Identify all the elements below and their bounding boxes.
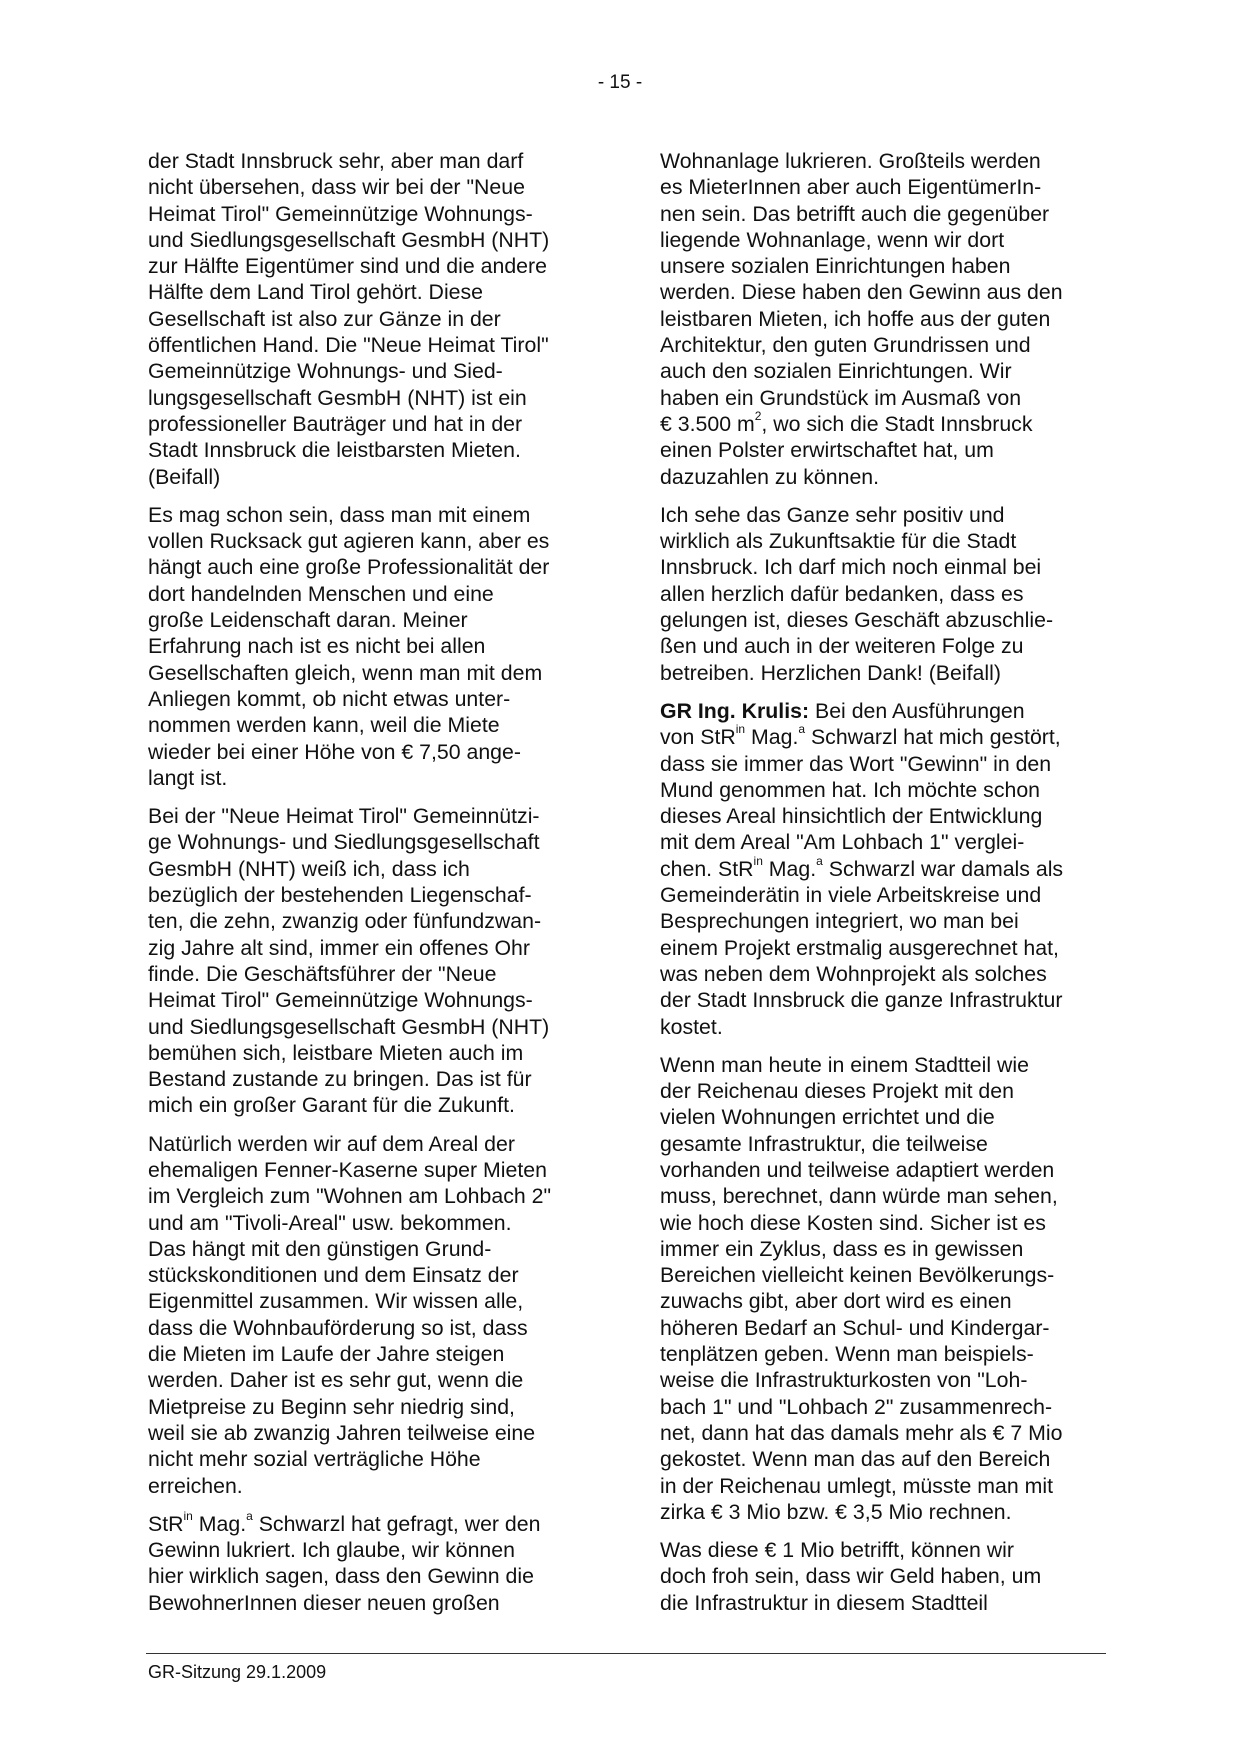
text-line: Gemeinderätin in viele Arbeitskreise und (660, 883, 1042, 908)
text-line: Innsbruck. Ich darf mich noch einmal bei (660, 555, 1042, 580)
text-line: wirklich als Zukunftsaktie für die Stadt (660, 529, 1017, 554)
text-line: Es mag schon sein, dass man mit einem (148, 502, 531, 527)
text-line: Gemeinnützige Wohnungs- und Sied- (148, 359, 503, 384)
page-number: - 15 - (597, 72, 643, 93)
text-line: Bei der "Neue Heimat Tirol" Gemeinnützi- (148, 804, 540, 829)
text-line: BewohnerInnen dieser neuen großen (148, 1590, 500, 1615)
text-line: vorhanden und teilweise adaptiert werden (660, 1157, 1055, 1182)
text-line: erreichen. (148, 1473, 243, 1498)
text-segment: StR (148, 1511, 184, 1536)
text-line: wie hoch diese Kosten sind. Sicher ist es (660, 1210, 1046, 1235)
text-line: einen Polster erwirtschaftet hat, um (660, 438, 994, 463)
text-line (660, 724, 1100, 750)
text-line: Bestand zustande zu bringen. Das ist für (148, 1067, 532, 1092)
text-line: die Mieten im Laufe der Jahre steigen (148, 1342, 505, 1367)
text-line: haben ein Grundstück im Ausmaß von (660, 385, 1022, 410)
speaker-name: GR Ing. Krulis: (660, 698, 810, 723)
text-line: und Siedlungsgesellschaft GesmbH (NHT) (148, 227, 550, 252)
text-line: Anliegen kommt, ob nicht etwas unter- (148, 686, 511, 711)
text-line: allen herzlich dafür bedanken, dass es (660, 581, 1024, 606)
text-line: öffentlichen Hand. Die "Neue Heimat Tirol" (148, 333, 549, 358)
text-line (660, 408, 1100, 437)
text-line (660, 853, 1100, 882)
text-line: die Infrastruktur in diesem Stadtteil (660, 1590, 988, 1615)
text-line: nommen werden kann, weil die Miete (148, 713, 500, 738)
text-segment: , wo sich die Stadt Innsbruck (761, 411, 1033, 436)
text-segment: Mag. (745, 725, 799, 750)
text-line: Wohnanlage lukrieren. Großteils werden (660, 149, 1041, 173)
text-line: dazuzahlen zu können. (660, 464, 880, 489)
text-segment: Schwarzl war damals als (822, 856, 1064, 881)
text-line: einem Projekt erstmalig ausgerechnet hat, (660, 935, 1059, 960)
text-line: in der Reichenau umlegt, müsste man mit (660, 1473, 1053, 1498)
text-segment: Schwarzl hat gefragt, wer den (252, 1511, 541, 1536)
text-line: der Reichenau dieses Projekt mit den (660, 1079, 1014, 1104)
text-line: weise die Infrastrukturkosten von "Loh- (660, 1368, 1028, 1393)
text-line: gelungen ist, dieses Geschäft abzuschlie- (660, 608, 1054, 633)
text-line: vollen Rucksack gut agieren kann, aber es (148, 529, 550, 554)
superscript: 2 (754, 408, 762, 423)
paragraph (148, 148, 588, 490)
text-line: unsere sozialen Einrichtungen haben (660, 254, 1011, 279)
text-segment: Schwarzl hat mich gestört, (805, 725, 1061, 750)
text-line: Natürlich werden wir auf dem Areal der (148, 1131, 515, 1156)
text-line: und am "Tivoli-Areal" usw. bekommen. (148, 1210, 512, 1235)
paragraph (660, 1052, 1100, 1525)
text-line: Ich sehe das Ganze sehr positiv und (660, 502, 1005, 527)
text-line: der Stadt Innsbruck sehr, aber man darf (148, 149, 524, 173)
text-line: zuwachs gibt, aber dort wird es einen (660, 1289, 1012, 1314)
text-line: hier wirklich sagen, dass den Gewinn die (148, 1564, 534, 1589)
text-line (148, 1508, 588, 1537)
text-line: zur Hälfte Eigentümer sind und die andere (148, 254, 547, 279)
text-line: doch froh sein, dass wir Geld haben, um (660, 1564, 1042, 1589)
text-segment: Mag. (192, 1511, 247, 1536)
text-line: Bereichen vielleicht keinen Bevölkerungs- (660, 1263, 1055, 1288)
text-line: dort handelnden Menschen und eine (148, 581, 494, 606)
text-line: dass sie immer das Wort "Gewinn" in den (660, 751, 1052, 776)
text-line: ge Wohnungs- und Siedlungsgesellschaft (148, 830, 540, 855)
text-line: Mund genommen hat. Ich möchte schon (660, 777, 1041, 802)
text-line: und Siedlungsgesellschaft GesmbH (NHT) (148, 1014, 550, 1039)
text-line: lungsgesellschaft GesmbH (NHT) ist ein (148, 385, 527, 410)
text-line: langt ist. (148, 765, 228, 790)
text-line: ehemaligen Fenner-Kaserne super Mieten (148, 1157, 547, 1182)
text-line: ten, die zehn, zwanzig oder fünfundzwan- (148, 909, 542, 934)
text-line: Gesellschaft ist also zur Gänze in der (148, 306, 501, 331)
text-line: professioneller Bauträger und hat in der (148, 411, 523, 436)
text-line: bezüglich der bestehenden Liegenschaf- (148, 883, 532, 908)
superscript: in (183, 1508, 193, 1523)
superscript: a (816, 853, 823, 868)
paragraph (660, 148, 1100, 490)
text-line: höheren Bedarf an Schul- und Kindergar- (660, 1315, 1050, 1340)
paragraph (148, 1508, 588, 1616)
text-line: Wenn man heute in einem Stadtteil wie (660, 1052, 1029, 1077)
text-line: Gesellschaften gleich, wenn man mit dem (148, 660, 543, 685)
paragraph (148, 502, 588, 791)
text-line: tenplätzen geben. Wenn man beispiels- (660, 1342, 1034, 1367)
text-line: Stadt Innsbruck die leistbarsten Mieten. (148, 438, 521, 463)
text-line: zirka € 3 Mio bzw. € 3,5 Mio rechnen. (660, 1499, 1012, 1524)
text-line: bach 1" und "Lohbach 2" zusammenrech- (660, 1394, 1053, 1419)
paragraph (660, 698, 1100, 1040)
text-line: Eigenmittel zusammen. Wir wissen alle, (148, 1289, 524, 1314)
text-line: dieses Areal hinsichtlich der Entwicklung (660, 804, 1043, 829)
text-line: im Vergleich zum "Wohnen am Lohbach 2" (148, 1184, 552, 1209)
superscript: in (735, 722, 746, 737)
text-segment: Mag. (762, 856, 817, 881)
superscript: a (798, 722, 806, 737)
text-line: ßen und auch in der weiteren Folge zu (660, 634, 1024, 659)
text-line: leistbaren Mieten, ich hoffe aus der guten (660, 306, 1051, 331)
text-line: der Stadt Innsbruck die ganze Infrastruktur (660, 988, 1063, 1013)
text-line: Das hängt mit den günstigen Grund- (148, 1236, 492, 1261)
text-line: gekostet. Wenn man das auf den Bereich (660, 1447, 1051, 1472)
text-line: es MieterInnen aber auch EigentümerIn- (660, 175, 1042, 200)
text-line (660, 698, 1100, 724)
text-line: Architektur, den guten Grundrissen und (660, 333, 1031, 358)
text-line: werden. Daher ist es sehr gut, wenn die (148, 1368, 524, 1393)
text-line: nen sein. Das betrifft auch die gegenüber (660, 201, 1050, 226)
text-segment: Bei den Ausführungen (809, 698, 1025, 723)
text-line: auch den sozialen Einrichtungen. Wir (660, 359, 1012, 384)
text-line: muss, berechnet, dann würde man sehen, (660, 1184, 1058, 1209)
text-line: finde. Die Geschäftsführer der "Neue (148, 961, 497, 986)
text-line: mit dem Areal "Am Lohbach 1" verglei- (660, 830, 1025, 855)
text-line: was neben dem Wohnprojekt als solches (660, 961, 1047, 986)
text-line: große Leidenschaft daran. Meiner (148, 608, 468, 633)
footer-session-date: GR-Sitzung 29.1.2009 (148, 1662, 327, 1682)
text-line: werden. Diese haben den Gewinn aus den (660, 280, 1063, 305)
text-line: Besprechungen integriert, wo man bei (660, 909, 1019, 934)
text-line: Gewinn lukriert. Ich glaube, wir können (148, 1538, 515, 1563)
text-segment: chen. StR (660, 856, 754, 881)
text-line: vielen Wohnungen errichtet und die (660, 1105, 995, 1130)
text-line: dass die Wohnbauförderung so ist, dass (148, 1315, 528, 1340)
text-line: immer ein Zyklus, dass es in gewissen (660, 1236, 1024, 1261)
text-line: weil sie ab zwanzig Jahren teilweise eine (148, 1420, 536, 1445)
paragraph (660, 1537, 1100, 1616)
footer-divider (146, 1653, 1106, 1654)
left-text-column (148, 148, 588, 1628)
text-line: zig Jahre alt sind, immer ein offenes Ohr (148, 935, 530, 960)
text-line: net, dann hat das damals mehr als € 7 Mio (660, 1420, 1063, 1445)
paragraph (148, 803, 588, 1119)
right-text-column (660, 148, 1100, 1628)
text-line: (Beifall) (148, 464, 221, 489)
text-line: Erfahrung nach ist es nicht bei allen (148, 634, 486, 659)
text-line: hängt auch eine große Professionalität der (148, 555, 550, 580)
text-line: wieder bei einer Höhe von € 7,50 ange- (148, 739, 521, 764)
superscript: in (753, 853, 763, 868)
text-line: Was diese € 1 Mio betrifft, können wir (660, 1538, 1014, 1563)
paragraph (148, 1131, 588, 1499)
text-line: betreiben. Herzlichen Dank! (Beifall) (660, 660, 1001, 685)
paragraph (660, 502, 1100, 686)
text-line: Heimat Tirol" Gemeinnützige Wohnungs- (148, 201, 533, 226)
text-line: GesmbH (NHT) weiß ich, dass ich (148, 856, 470, 881)
text-line: gesamte Infrastruktur, die teilweise (660, 1131, 988, 1156)
text-line: liegende Wohnanlage, wenn wir dort (660, 227, 1005, 252)
text-line: Hälfte dem Land Tirol gehört. Diese (148, 280, 484, 305)
superscript: a (246, 1508, 253, 1523)
text-line: Heimat Tirol" Gemeinnützige Wohnungs- (148, 988, 533, 1013)
text-line: mich ein großer Garant für die Zukunft. (148, 1093, 515, 1118)
text-line: bemühen sich, leistbare Mieten auch im (148, 1040, 524, 1065)
text-line: stückskonditionen und dem Einsatz der (148, 1263, 519, 1288)
text-line: kostet. (660, 1014, 723, 1039)
text-segment: von StR (660, 725, 736, 750)
text-line: Mietpreise zu Beginn sehr niedrig sind, (148, 1394, 515, 1419)
text-segment: € 3.500 m (660, 411, 755, 436)
text-line: nicht übersehen, dass wir bei der "Neue (148, 175, 525, 200)
text-line: nicht mehr sozial verträgliche Höhe (148, 1447, 481, 1472)
